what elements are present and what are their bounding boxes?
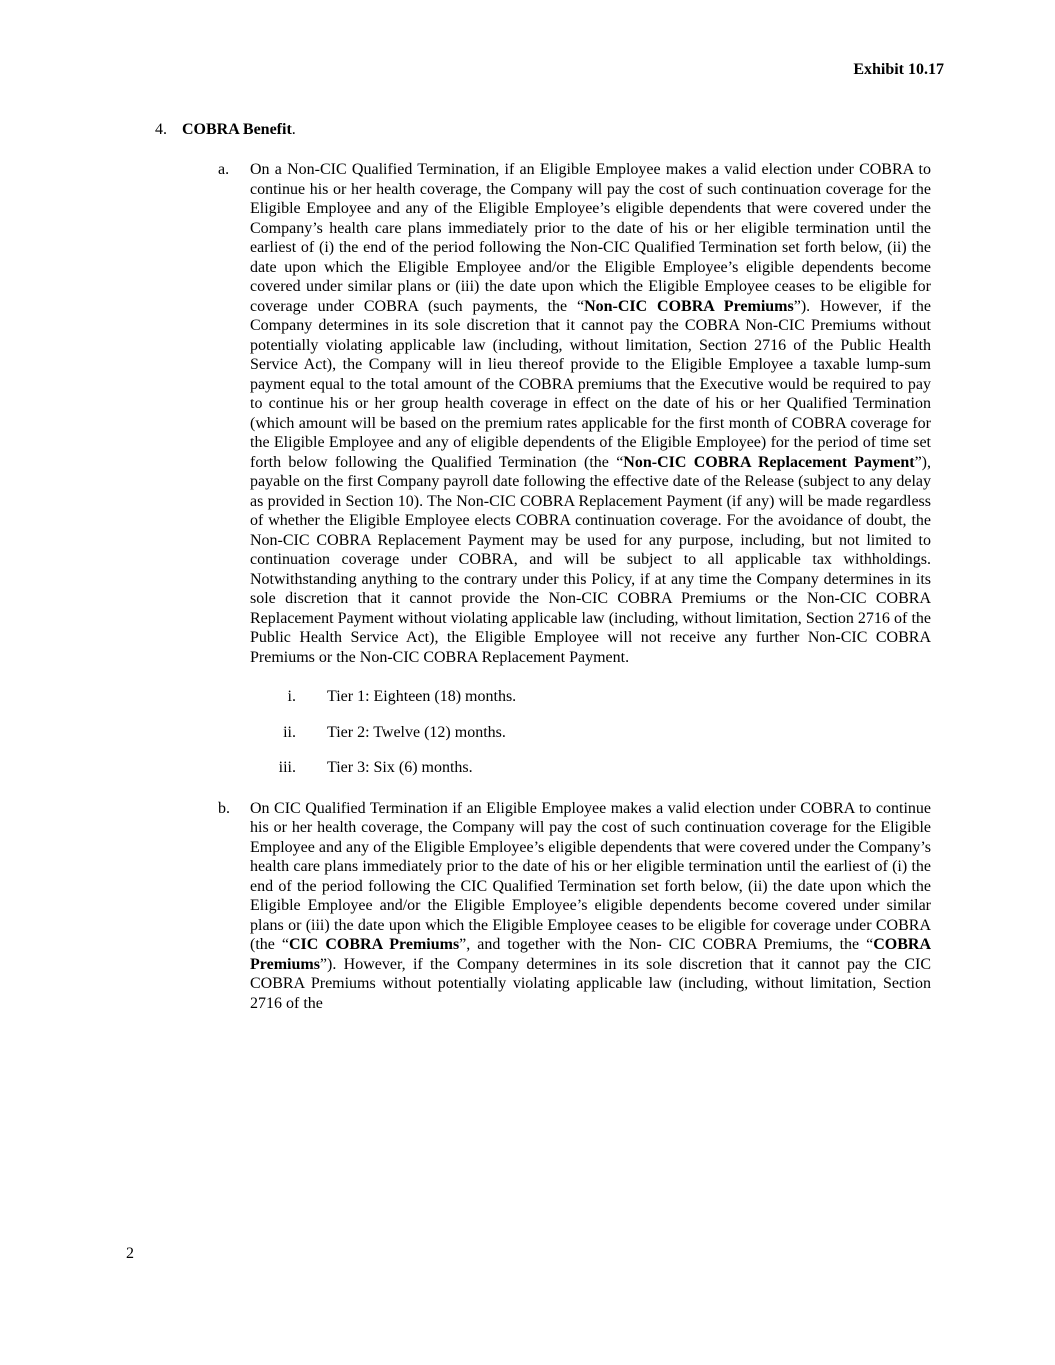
tier-list bbox=[218, 687, 1055, 778]
list-item bbox=[218, 758, 1055, 778]
paragraph-b-label: b. bbox=[218, 799, 230, 817]
section-title: COBRA Benefit bbox=[182, 120, 292, 138]
list-item-label: ii. bbox=[283, 723, 296, 741]
paragraph-b bbox=[218, 799, 931, 1014]
paragraph-a bbox=[218, 160, 931, 667]
list-item-text: Tier 3: Six (6) months. bbox=[327, 759, 473, 776]
paragraph-a-label: a. bbox=[218, 161, 230, 178]
paragraph-b-text: On CIC Qualified Termination if an Eligible Employee makes a valid election under COBRA to continue his or her health coverage, the Company will pay the cost of such continuation coverage for the Eligible Employee and any of the Eligible Employee’s eligible dependents that were covered under the Company’s health care plans immediately prior to the date of his or her eligible termination until the earliest of (i) the end of the period following the CIC Qualified Termination set forth below, (ii) the date upon which the Eligible Employee and/or the Eligible Employee’s eligible dependents become covered under similar plans or (iii) the date upon which the Eligible Employee ceases to be eligible for coverage under COBRA (the “CIC COBRA Premiums”, and together with the Non- CIC COBRA Premiums, the “COBRA Premiums”). However, if the Company determines in its sole discretion that it cannot pay the CIC COBRA Premiums without potentially violating applicable law (including, without limitation, Section 2716 of the bbox=[250, 799, 932, 1012]
paragraph-a-text: On a Non-CIC Qualified Termination, if an Eligible Employee makes a valid election under COBRA to continue his or her health coverage, the Company will pay the cost of such continuation coverage for the Eligible Employee and any of the Eligible Employee’s eligible dependents that were covered under the Company’s health care plans immediately prior to the date of his or her eligible termination until the earliest of (i) the end of the period following the Non-CIC Qualified Termination set forth below, (ii) the date upon which the Eligible Employee and/or the Eligible Employee’s eligible dependents become covered under similar plans or (iii) the date upon which the Eligible Employee ceases to be eligible for coverage under COBRA (such payments, the “Non-CIC COBRA Premiums”). However, if the Company determines in its sole discretion that it cannot pay the COBRA Non-CIC Premiums without potentially violating applicable law (including, without limitation, Section 2716 of the Public Health Service Act), the Company will in lieu thereof provide to the Eligible Employee a taxable lump-sum payment equal to the total amount of the COBRA premiums that the Executive would be required to pay to continue his or her group health coverage in effect on the date of his or her Qualified Termination (which amount will be based on the premium rates applicable for the first month of COBRA coverage for the Eligible Employee and any of eligible dependents of the Eligible Employee) for the period of time set forth below following the Qualified Termination (the “Non-CIC COBRA Replacement Payment”), payable on the first Company payroll date following the effective date of the Release (subject to any delay as provided in Section 10). The Non-CIC COBRA Replacement Payment (if any) will be made regardless of whether the Eligible Employee elects COBRA continuation coverage. For the avoidance of doubt, the Non-CIC COBRA Replacement Payment may be used for any purpose, including, but not limited to continuation coverage under COBRA, and will be subject to all applicable tax withholdings. Notwithstanding anything to the contrary under this Policy, if at any time the Company determines in its sole discretion that it cannot provide the Non-CIC COBRA Premiums or the Non-CIC COBRA Replacement Payment without violating applicable law (including, without limitation, Section 2716 of the Public Health Service Act), the Eligible Employee will not receive any further Non-CIC COBRA Premiums or the Non-CIC COBRA Replacement Payment. bbox=[250, 161, 931, 666]
exhibit-label: Exhibit 10.17 bbox=[853, 61, 944, 78]
list-item bbox=[218, 723, 1055, 743]
section-number: 4. bbox=[155, 120, 167, 138]
list-item-text: Tier 1: Eighteen (18) months. bbox=[327, 688, 517, 705]
list-item-label: iii. bbox=[278, 759, 296, 776]
page-number: 2 bbox=[126, 1245, 134, 1262]
section-title-period: . bbox=[291, 120, 296, 138]
list-item bbox=[218, 687, 1055, 707]
list-item-text: Tier 2: Twelve (12) months. bbox=[327, 723, 506, 741]
list-item-label: i. bbox=[287, 688, 296, 705]
section-heading bbox=[155, 120, 1055, 140]
